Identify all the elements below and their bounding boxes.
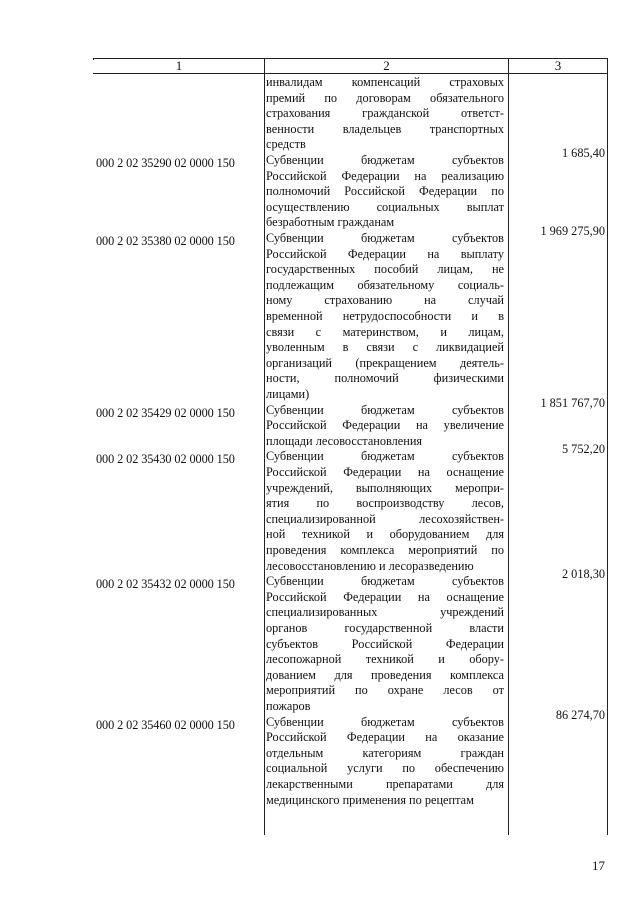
description-line: премий по договорам обязательного [266, 90, 504, 105]
description-line: Субвенции бюджетам субъектов [266, 231, 504, 245]
row-code: 000 2 02 35432 02 0000 150 [96, 577, 235, 592]
description-line: проведения комплекса мероприятий по [266, 542, 504, 557]
description-line: лицами) [266, 386, 310, 401]
description-line: площади лесовосстановления [266, 433, 423, 448]
description-line: Российской Федерации на увеличение [266, 418, 504, 433]
row-amount: 1 685,40 [561, 146, 605, 160]
description-line: средств [266, 137, 306, 152]
header-col-1: 1 [175, 58, 183, 73]
description-line: подлежащим обязательному социаль- [266, 277, 504, 292]
row-description [266, 153, 504, 231]
row-amount: 5 752,20 [561, 442, 605, 457]
description-line: Российской Федерации на оснащение [266, 464, 504, 479]
row-description [266, 449, 504, 574]
header-col-3: 3 [554, 58, 562, 73]
description-line: субъектов Российской Федерации [266, 636, 504, 651]
description-line: социальной услуги по обеспечению [266, 761, 504, 776]
description-line: страхования гражданской ответст- [266, 106, 504, 121]
description-line: Субвенции бюджетам субъектов [266, 574, 504, 589]
row-amount: 1 851 767,70 [540, 395, 605, 410]
row-amount: 86 274,70 [555, 707, 605, 722]
row-amount: 1 969 275,90 [540, 224, 605, 238]
row-description [266, 231, 504, 403]
description-line: лекарственными препаратами для [266, 776, 504, 791]
description-line: ятия по воспроизводству лесов, [266, 496, 504, 511]
description-line: пожаров [266, 698, 311, 713]
description-line: временной нетрудоспособности и в [266, 308, 504, 323]
row-description [266, 75, 504, 153]
description-line: органов государственной власти [266, 620, 504, 635]
row-description [266, 403, 504, 450]
row-code: 000 2 02 35429 02 0000 150 [96, 405, 235, 420]
description-line: уволенным в связи с ликвидацией [266, 340, 504, 355]
description-line: лесовосстановлению и лесоразведению [266, 558, 474, 573]
row-code: 000 2 02 35380 02 0000 150 [96, 234, 235, 248]
description-line: безработным гражданам [266, 215, 395, 230]
row-description [266, 574, 504, 714]
description-line: Субвенции бюджетам субъектов [266, 449, 504, 464]
description-line: Субвенции бюджетам субъектов [266, 153, 504, 167]
description-line: государственных пособий лицам, не [266, 262, 504, 277]
header-col-2: 2 [383, 58, 390, 73]
column-divider-2 [508, 58, 509, 835]
description-line: инвалидам компенсаций страховых [266, 75, 504, 89]
description-line: специализированной лесохозяйствен- [266, 511, 504, 526]
description-line: организаций (прекращением деятель- [266, 355, 504, 370]
description-line: Российской Федерации на реализацию [266, 168, 504, 183]
description-line: специализированных учреждений [266, 605, 504, 620]
page-number: 17 [592, 858, 605, 873]
description-line: мероприятий по охране лесов от [266, 683, 504, 698]
description-line: медицинского применения по рецептам [266, 792, 474, 807]
table-right-border [607, 58, 608, 835]
description-line: Российской Федерации на оснащение [266, 589, 504, 604]
description-line: связи с материнством, и лицам, [266, 324, 504, 339]
description-line: лесопожарной техникой и обору- [266, 652, 504, 667]
row-code: 000 2 02 35290 02 0000 150 [96, 156, 235, 170]
row-code: 000 2 02 35430 02 0000 150 [96, 452, 235, 467]
description-line: Субвенции бюджетам субъектов [266, 402, 504, 417]
description-line: отдельным категориям граждан [266, 745, 504, 760]
description-line: Субвенции бюджетам субъектов [266, 714, 504, 729]
description-line: ной техникой и оборудованием для [266, 527, 504, 542]
description-line: дованием для проведения комплекса [266, 667, 504, 682]
row-amount: 2 018,30 [561, 567, 605, 582]
description-line: полномочий Российской Федерации по [266, 184, 504, 199]
row-description [266, 715, 504, 809]
description-line: ности, полномочий физическими [266, 371, 504, 386]
description-line: венности владельцев транспортных [266, 121, 504, 136]
description-line: ному страхованию на случай [266, 293, 504, 308]
row-code: 000 2 02 35460 02 0000 150 [96, 717, 235, 732]
header-bottom-border [93, 73, 607, 74]
description-line: осуществлению социальных выплат [266, 199, 504, 214]
description-line: Российской Федерации на оказание [266, 730, 504, 745]
description-line: учреждений, выполняющих меропри- [266, 480, 504, 495]
column-divider-1 [264, 58, 265, 835]
description-line: Российской Федерации на выплату [266, 246, 504, 261]
